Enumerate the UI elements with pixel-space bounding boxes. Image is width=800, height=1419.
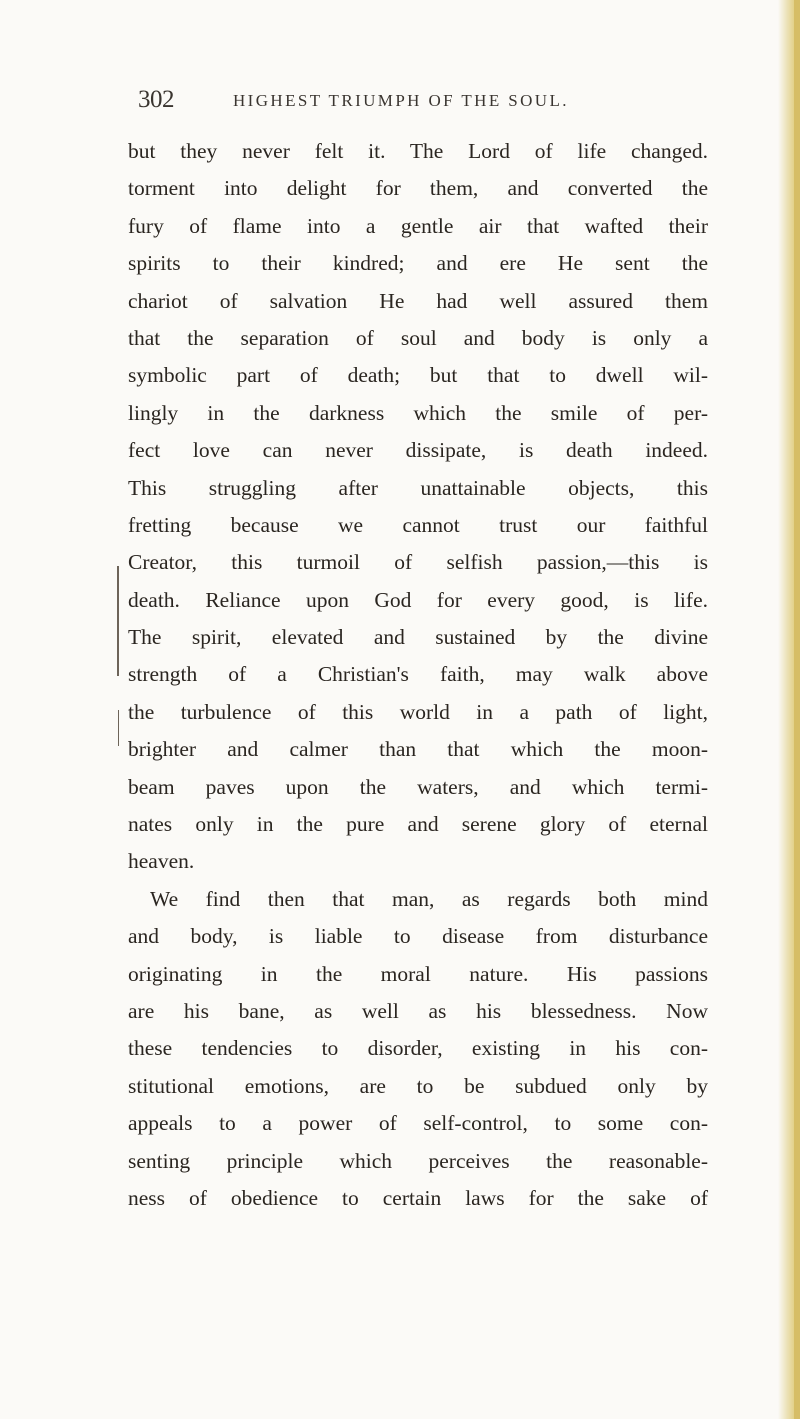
text-line: symbolic part of death; but that to dwell wil- bbox=[128, 363, 708, 388]
body-text bbox=[128, 133, 708, 1217]
text-line: chariot of salvation He had well assured them bbox=[128, 288, 708, 313]
text-line: death. Reliance upon God for every good, is life. bbox=[128, 587, 708, 612]
text-line: brighter and calmer than that which the moon- bbox=[128, 737, 708, 762]
text-line: stitutional emotions, are to be subdued only by bbox=[128, 1073, 708, 1098]
text-line: originating in the moral nature. His passions bbox=[128, 961, 708, 986]
text-line: fretting because we cannot trust our faithful bbox=[128, 512, 708, 537]
text-line: strength of a Christian's faith, may walk above bbox=[128, 662, 708, 687]
text-line: are his bane, as well as his blessedness. Now bbox=[128, 998, 708, 1023]
text-line: senting principle which perceives the reasonable- bbox=[128, 1148, 708, 1173]
text-line: and body, is liable to disease from disturbance bbox=[128, 924, 708, 949]
text-line: beam paves upon the waters, and which termi- bbox=[128, 774, 708, 799]
margin-pencil-mark bbox=[118, 710, 119, 746]
text-line: these tendencies to disorder, existing in his con- bbox=[128, 1036, 708, 1061]
text-line: that the separation of soul and body is only a bbox=[128, 325, 708, 350]
page-number: 302 bbox=[138, 86, 174, 113]
paragraph-first-line: We find then that man, as regards both mind bbox=[150, 886, 708, 911]
text-line: fury of flame into a gentle air that wafted their bbox=[128, 213, 708, 238]
page-header bbox=[138, 86, 698, 120]
text-line: nates only in the pure and serene glory of eternal bbox=[128, 812, 708, 837]
text-line: This struggling after unattainable objects, this bbox=[128, 475, 708, 500]
text-line: lingly in the darkness which the smile of per- bbox=[128, 400, 708, 425]
margin-pencil-mark bbox=[117, 566, 119, 676]
text-line: but they never felt it. The Lord of life changed. bbox=[128, 139, 708, 163]
text-line: appeals to a power of self-control, to some con- bbox=[128, 1111, 708, 1136]
text-line: The spirit, elevated and sustained by the divine bbox=[128, 625, 708, 650]
text-line: spirits to their kindred; and ere He sent the bbox=[128, 251, 708, 276]
text-line: Creator, this turmoil of selfish passion,—this is bbox=[128, 550, 708, 575]
text-line: ness of obedience to certain laws for the sake of bbox=[128, 1185, 708, 1210]
text-line: fect love can never dissipate, is death indeed. bbox=[128, 438, 708, 463]
text-line: heaven. bbox=[128, 849, 195, 874]
text-line: torment into delight for them, and converted the bbox=[128, 176, 708, 201]
page-edge bbox=[794, 0, 800, 1419]
text-line: the turbulence of this world in a path of light, bbox=[128, 699, 708, 724]
running-head: HIGHEST TRIUMPH OF THE SOUL. bbox=[233, 91, 569, 110]
